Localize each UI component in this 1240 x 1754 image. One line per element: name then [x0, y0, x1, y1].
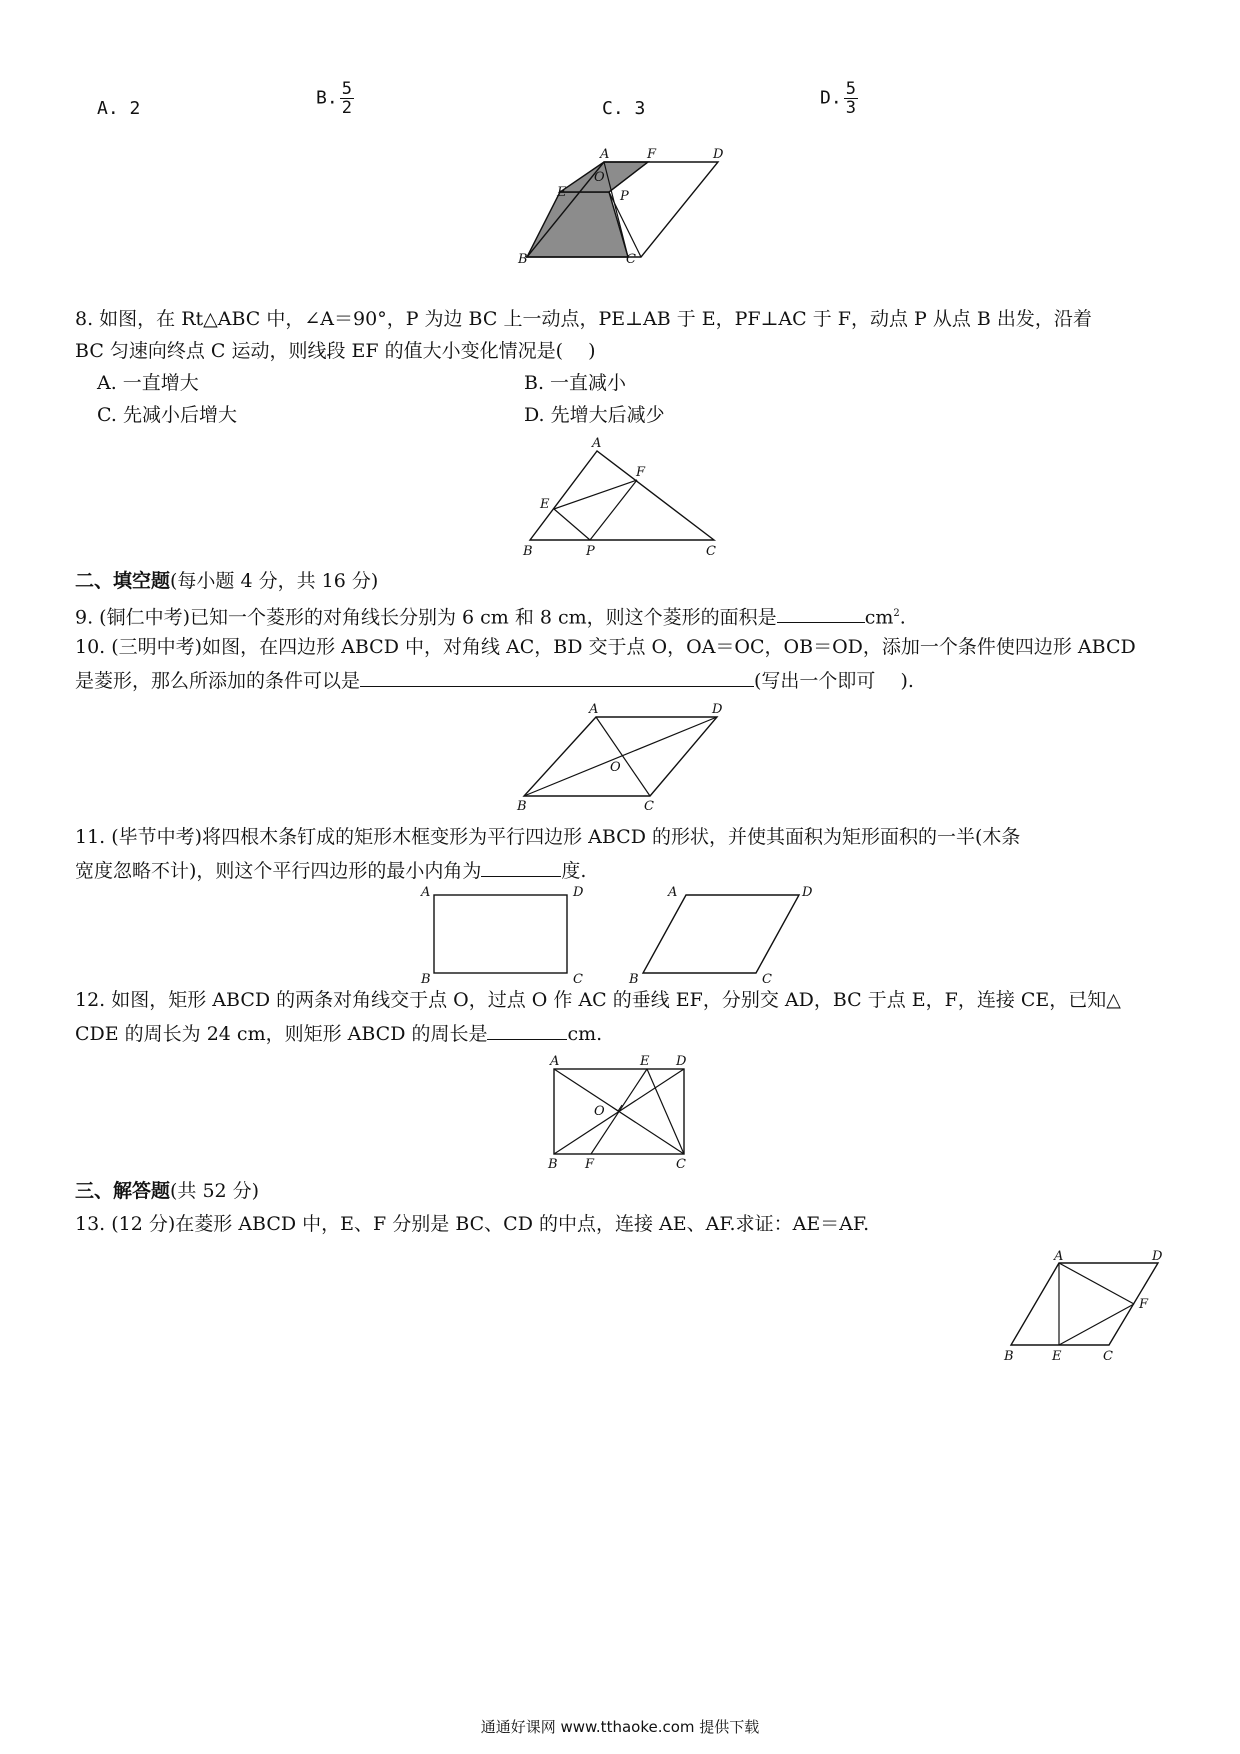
- q8-option-b: B. 一直减小: [524, 372, 627, 394]
- q9-end: .: [899, 606, 906, 629]
- q11-para-label-a: A: [668, 885, 678, 900]
- q12-label-a: A: [550, 1054, 560, 1069]
- q8-option-d: D. 先增大后减少: [524, 404, 665, 426]
- q13-label-f: F: [1139, 1297, 1149, 1312]
- q7-option-b-denominator: 2: [341, 98, 352, 118]
- section2-note: (每小题 4 分，共 16 分): [170, 570, 379, 592]
- q10-label-c: C: [644, 799, 654, 814]
- q13-label-c: C: [1103, 1349, 1113, 1364]
- q7-label-a: A: [600, 147, 610, 162]
- q11-line1: 11. (毕节中考)将四根木条钉成的矩形木框变形为平行四边形 ABCD 的形状，并使其面积为矩形面积的一半(木条: [75, 826, 1021, 848]
- q10-label-a: A: [589, 702, 599, 717]
- q7-label-c: C: [626, 252, 636, 267]
- q7-option-d-denominator: 3: [845, 98, 856, 118]
- q13-label-a: A: [1054, 1249, 1064, 1264]
- q9-text: 9. (铜仁中考)已知一个菱形的对角线长分别为 6 cm 和 8 cm，则这个菱形的面积是: [75, 606, 777, 629]
- q8-line1: 8. 如图，在 Rt△ABC 中，∠A＝90°，P 为边 BC 上一动点，PE⊥AB 于 E，PF⊥AC 于 F，动点 P 从点 B 出发，沿着: [75, 308, 1092, 330]
- section3-title: 三、解答题: [75, 1180, 171, 1202]
- q8-option-c: C. 先减小后增大: [97, 404, 237, 426]
- q8-label-b: B: [523, 544, 533, 559]
- q7-label-o: O: [594, 170, 605, 185]
- q11-para-label-c: C: [762, 972, 772, 987]
- q12-label-o: O: [594, 1104, 605, 1119]
- q13-line-af: [1059, 1263, 1134, 1304]
- q7-option-b-numerator: 5: [341, 79, 352, 99]
- q12-label-c: C: [676, 1157, 686, 1172]
- q12-line2-start: CDE 的周长为 24 cm，则矩形 ABCD 的周长是: [75, 1023, 488, 1045]
- q7-label-f: F: [647, 147, 657, 162]
- q11-rect-label-a: A: [421, 885, 431, 900]
- q9-unit: cm: [864, 606, 894, 629]
- q8-option-a: A. 一直增大: [97, 372, 199, 394]
- q10-line2-start: 是菱形，那么所添加的条件可以是: [75, 670, 361, 692]
- q11-rect-label-d: D: [573, 885, 584, 900]
- q7-option-d-prefix: D.: [820, 87, 842, 109]
- q13-text: 13. (12 分)在菱形 ABCD 中，E、F 分别是 BC、CD 的中点，连接 AE、AF.求证：AE＝AF.: [75, 1213, 870, 1235]
- q12-line2-end: cm.: [567, 1023, 603, 1045]
- q7-option-c: C. 3: [602, 98, 646, 119]
- q10-line1: 10. (三明中考)如图，在四边形 ABCD 中，对角线 AC，BD 交于点 O，OA＝OC，OB＝OD，添加一个条件使四边形 ABCD: [75, 636, 1136, 658]
- q11-rect-label-c: C: [573, 972, 583, 987]
- q12-line1: 12. 如图，矩形 ABCD 的两条对角线交于点 O，过点 O 作 AC 的垂线 EF，分别交 AD，BC 于点 E，F，连接 CE，已知△: [75, 989, 1121, 1011]
- q7-label-d: D: [713, 147, 724, 162]
- q12-label-f: F: [585, 1157, 595, 1172]
- q8-label-p: P: [586, 544, 595, 559]
- q13-label-b: B: [1004, 1349, 1014, 1364]
- q8-label-c: C: [706, 544, 716, 559]
- q11-line2-end: 度.: [561, 860, 587, 882]
- q13-rhombus: [1011, 1263, 1158, 1345]
- section2-title: 二、填空题: [75, 570, 171, 592]
- q10-label-o: O: [610, 760, 621, 775]
- q8-line2: BC 匀速向终点 C 运动，则线段 EF 的值大小变化情况是( ): [75, 340, 596, 362]
- q7-option-d-numerator: 5: [845, 79, 856, 99]
- q8-label-a: A: [592, 436, 602, 451]
- q11-line2-start: 宽度忽略不计)，则这个平行四边形的最小内角为: [75, 860, 482, 882]
- q7-label-e: E: [557, 185, 567, 200]
- q10-label-d: D: [712, 702, 723, 717]
- q8-label-e: E: [540, 497, 550, 512]
- q11-rect-label-b: B: [421, 972, 431, 987]
- page-footer: 通通好课网 www.tthaoke.com 提供下载: [480, 1718, 760, 1736]
- q10-label-b: B: [517, 799, 527, 814]
- q11-para-label-d: D: [802, 885, 813, 900]
- q13-label-d: D: [1152, 1249, 1163, 1264]
- q12-label-d: D: [676, 1054, 687, 1069]
- q12-label-b: B: [548, 1157, 558, 1172]
- q10-line2-end: (写出一个即可 ).: [754, 670, 914, 692]
- q12-label-e: E: [640, 1054, 650, 1069]
- q8-label-f: F: [636, 465, 646, 480]
- q13-label-e: E: [1052, 1349, 1062, 1364]
- q7-option-b-prefix: B.: [316, 87, 338, 109]
- q11-para-label-b: B: [629, 972, 639, 987]
- q7-option-a: A. 2: [97, 98, 141, 119]
- section3-note: (共 52 分): [170, 1180, 260, 1202]
- q7-label-p: P: [620, 189, 629, 204]
- q7-label-b: B: [518, 252, 528, 267]
- q9-unit-sup: 2: [893, 608, 900, 619]
- q13-line-ef: [1059, 1304, 1134, 1345]
